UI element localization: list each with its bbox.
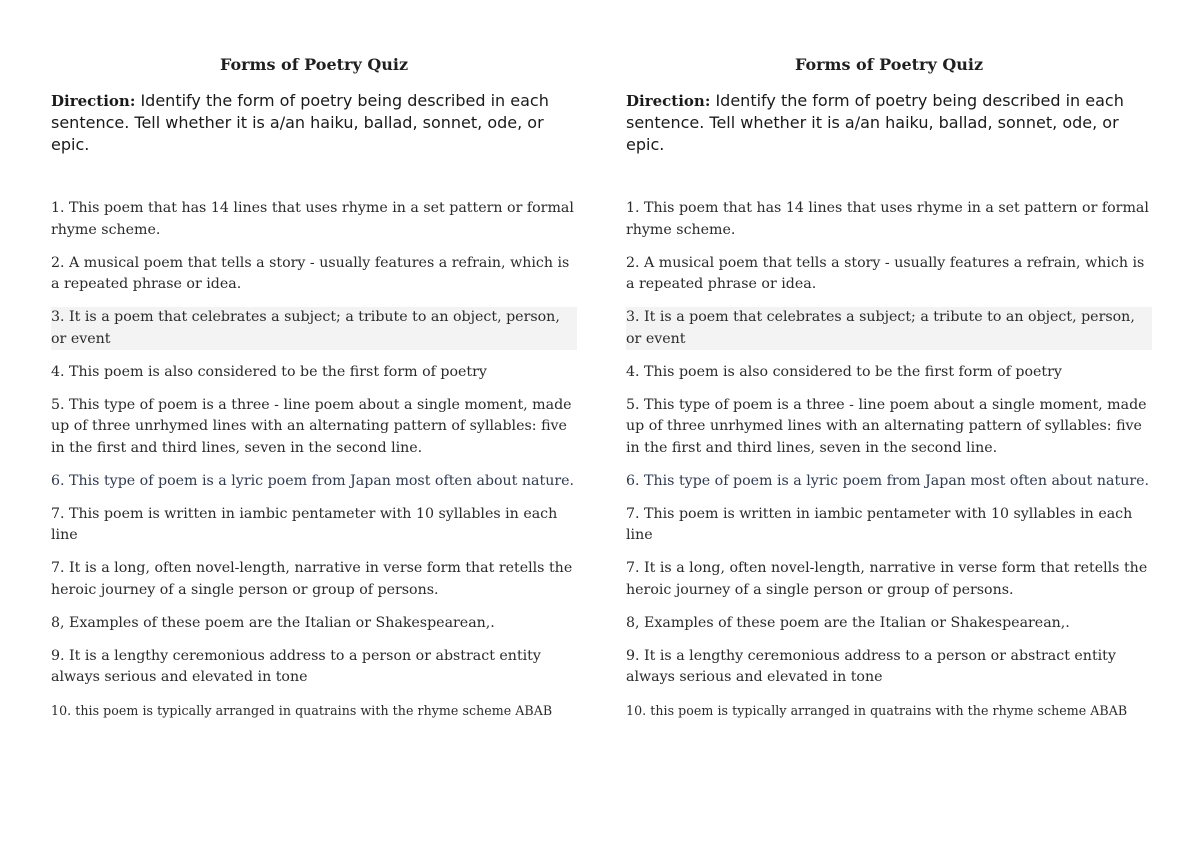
question-5: 5. This type of poem is a three - line poem about a single moment, made up of three unrhymed lines with an alternating pattern of syllables: five in the first and third lines, seven in the second line. — [626, 396, 1147, 456]
question-3: 3. It is a poem that celebrates a subject; a tribute to an object, person, or event — [626, 307, 1152, 350]
direction-paragraph — [626, 90, 1150, 156]
question-10: 10. this poem is typically arranged in quatrains with the rhyme scheme ABAB — [626, 703, 1128, 718]
question-3: 3. It is a poem that celebrates a subject; a tribute to an object, person, or event — [51, 307, 577, 350]
question-list — [626, 198, 1152, 722]
direction-label: Direction: — [51, 92, 136, 110]
question-9: 9. It is a lengthy ceremonious address to a person or abstract entity always serious and elevated in tone — [51, 647, 541, 685]
quiz-copy-right — [626, 54, 1152, 733]
direction-label: Direction: — [626, 92, 711, 110]
question-1: 1. This poem that has 14 lines that uses rhyme in a set pattern or formal rhyme scheme. — [626, 200, 1149, 238]
question-8: 8, Examples of these poem are the Italian or Shakespearean,. — [51, 614, 495, 631]
quiz-title: Forms of Poetry Quiz — [794, 55, 984, 74]
question-6: 6. This type of poem is a lyric poem from Japan most often about nature. — [626, 472, 1150, 489]
direction-text: Identify the form of poetry being described in each sentence. Tell whether it is a/an haiku, ballad, sonnet, ode, or epic. — [626, 91, 1124, 154]
question-7a: 7. This poem is written in iambic pentameter with 10 syllables in each line — [51, 505, 558, 543]
question-6: 6. This type of poem is a lyric poem from Japan most often about nature. — [51, 472, 575, 489]
question-4: 4. This poem is also considered to be the first form of poetry — [626, 363, 1062, 380]
question-5: 5. This type of poem is a three - line poem about a single moment, made up of three unrhymed lines with an alternating pattern of syllables: five in the first and third lines, seven in the second line. — [51, 396, 572, 456]
direction-text: Identify the form of poetry being described in each sentence. Tell whether it is a/an haiku, ballad, sonnet, ode, or epic. — [51, 91, 549, 154]
question-7b: 7. It is a long, often novel-length, narrative in verse form that retells the heroic journey of a single person or group of persons. — [626, 560, 1148, 598]
question-10: 10. this poem is typically arranged in quatrains with the rhyme scheme ABAB — [51, 703, 553, 718]
question-7a: 7. This poem is written in iambic pentameter with 10 syllables in each line — [626, 505, 1133, 543]
direction-paragraph — [51, 90, 575, 156]
question-8: 8, Examples of these poem are the Italian or Shakespearean,. — [626, 614, 1070, 631]
question-2: 2. A musical poem that tells a story - usually features a refrain, which is a repeated phrase or idea. — [51, 254, 570, 292]
question-1: 1. This poem that has 14 lines that uses rhyme in a set pattern or formal rhyme scheme. — [51, 200, 574, 238]
quiz-title: Forms of Poetry Quiz — [219, 55, 409, 74]
quiz-copy-left — [51, 54, 577, 733]
question-list — [51, 198, 577, 722]
question-9: 9. It is a lengthy ceremonious address to a person or abstract entity always serious and elevated in tone — [626, 647, 1116, 685]
question-4: 4. This poem is also considered to be the first form of poetry — [51, 363, 487, 380]
question-2: 2. A musical poem that tells a story - usually features a refrain, which is a repeated phrase or idea. — [626, 254, 1145, 292]
question-7b: 7. It is a long, often novel-length, narrative in verse form that retells the heroic journey of a single person or group of persons. — [51, 560, 573, 598]
